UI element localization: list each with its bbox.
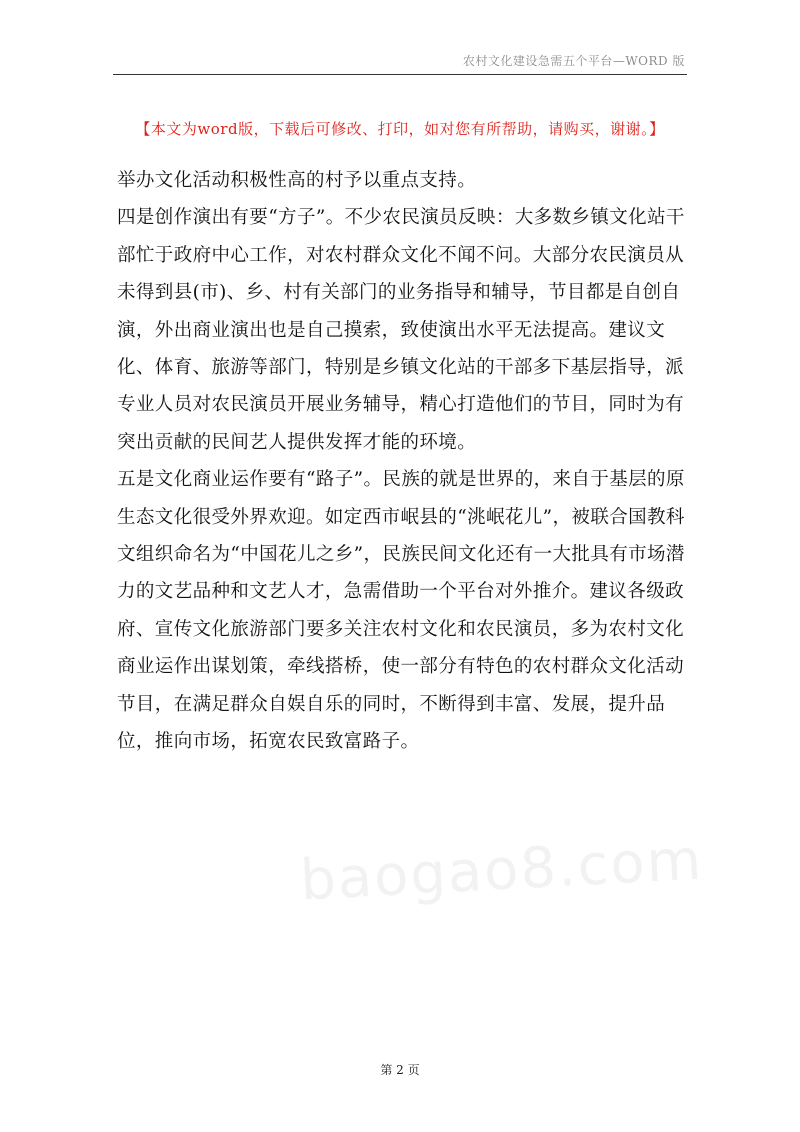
page-number: 第 2 页 (380, 1063, 420, 1077)
paragraph-3: 五是文化商业运作要有“路子”。民族的就是世界的，来自于基层的原生态文化很受外界欢迎。如定西市岷县的“洮岷花儿”，被联合国教科文组织命名为“中国花儿之乡”，民族民间文化还有一大批具有市场潜力的文艺品种和文艺人才，急需借助一个平台对外推介。建议各级政府、宣传文化旅游部门要多关注农村文化和农民演员，多为农村文化商业运作出谋划策，牵线搭桥，使一部分有特色的农村群众文化活动节目，在满足群众自娱自乐的同时，不断得到丰富、发展，提升品位，推向市场，拓宽农民致富路子。 (117, 469, 685, 753)
paragraph-2: 四是创作演出有要“方子”。不少农民演员反映：大多数乡镇文化站干部忙于政府中心工作，对农村群众文化不闻不问。大部分农民演员从未得到县(市)、乡、村有关部门的业务指导和辅导，节目都是自创自演，外出商业演出也是自己摸索，致使演出水平无法提高。建议文化、体育、旅游等部门，特别是乡镇文化站的干部多下基层指导，派专业人员对农民演员开展业务辅导，精心打造他们的节目，同时为有突出贡献的民间艺人提供发挥才能的环境。 (117, 207, 685, 453)
document-body (117, 162, 689, 761)
watermark: baogao8.com (298, 827, 705, 914)
paragraph-1: 举办文化活动积极性高的村予以重点支持。 (117, 170, 477, 191)
running-header: 农村文化建设急需五个平台—WORD 版 (462, 54, 685, 68)
download-notice: 【本文为word版，下载后可修改、打印，如对您有所帮助，请购买，谢谢。】 (135, 120, 665, 138)
header-divider (113, 74, 687, 75)
